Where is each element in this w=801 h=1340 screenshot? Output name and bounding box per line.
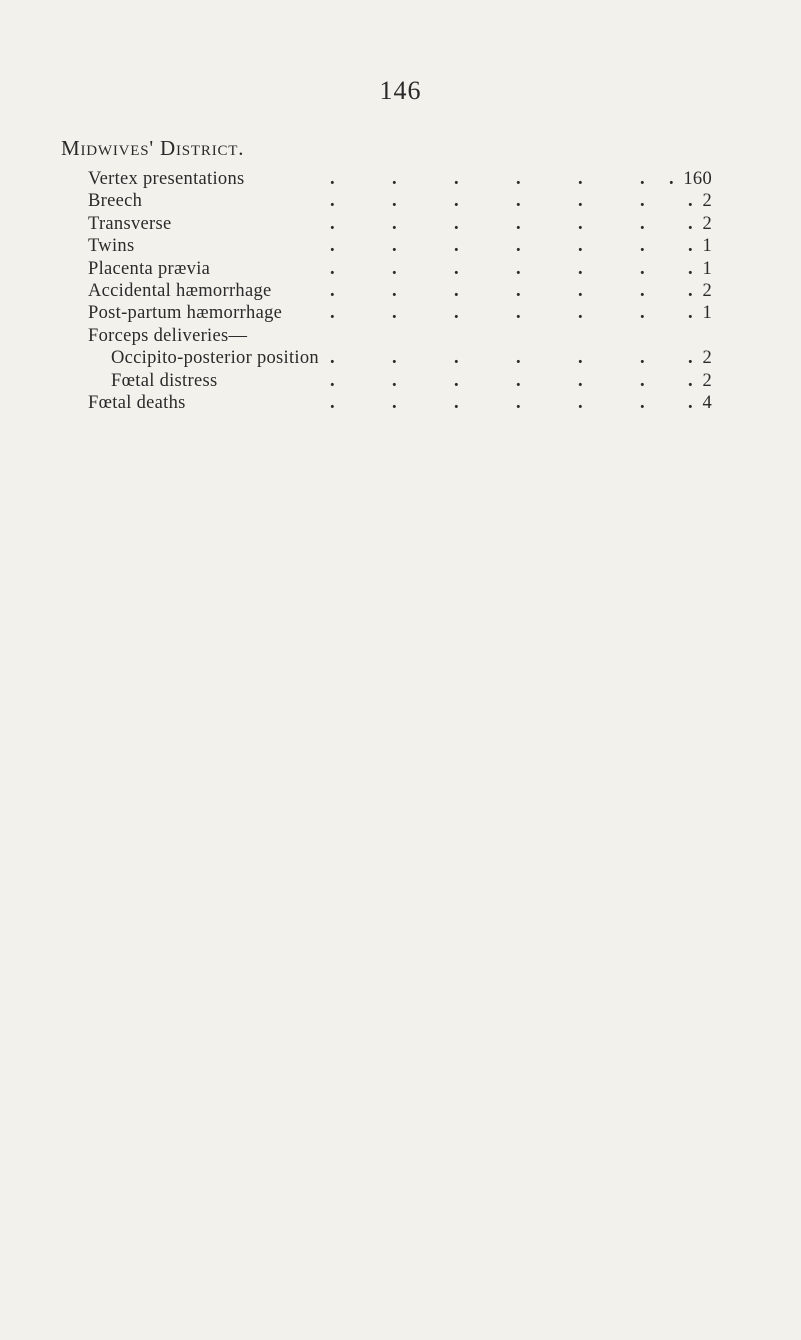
leader-dot: . bbox=[688, 392, 693, 413]
leader-dot: . bbox=[578, 213, 583, 234]
leader-dot: . bbox=[392, 280, 397, 301]
leader-dot: . bbox=[640, 392, 645, 413]
leader-dot: . bbox=[640, 213, 645, 234]
leader-dot: . bbox=[454, 191, 459, 212]
page-number: 146 bbox=[379, 76, 422, 105]
section-title: Midwives' District. bbox=[61, 136, 245, 160]
table-row bbox=[88, 347, 712, 369]
leader-dot: . bbox=[392, 303, 397, 324]
dot-leaders bbox=[88, 392, 712, 414]
leader-dot: . bbox=[640, 236, 645, 257]
leader-dot: . bbox=[392, 236, 397, 257]
table-row bbox=[88, 392, 712, 414]
leader-dot: . bbox=[640, 169, 645, 189]
row-label: Placenta prævia bbox=[88, 258, 211, 279]
table-row bbox=[88, 190, 712, 212]
leader-dot: . bbox=[516, 392, 521, 413]
leader-dot: . bbox=[454, 392, 459, 413]
leader-dot: . bbox=[516, 348, 521, 369]
leader-dot: . bbox=[578, 169, 583, 189]
leader-dot: . bbox=[516, 370, 521, 391]
leader-dot: . bbox=[578, 370, 583, 391]
statistics-table bbox=[88, 168, 712, 414]
leader-dot: . bbox=[454, 303, 459, 324]
leader-dot: . bbox=[640, 303, 645, 324]
leader-dot: . bbox=[688, 213, 693, 234]
dot-leaders bbox=[88, 168, 712, 190]
leader-dot: . bbox=[640, 280, 645, 301]
table-row bbox=[88, 213, 712, 235]
leader-dot: . bbox=[688, 348, 693, 369]
leader-dot: . bbox=[330, 258, 335, 279]
row-value: 2 bbox=[702, 191, 712, 212]
row-label: Post-partum hæmorrhage bbox=[88, 303, 283, 324]
leader-dot: . bbox=[688, 191, 693, 212]
leader-dot: . bbox=[516, 169, 521, 189]
leader-dot: . bbox=[516, 280, 521, 301]
leader-dot: . bbox=[330, 370, 335, 391]
row-label: Accidental hæmorrhage bbox=[88, 280, 272, 301]
row-label: Occipito-posterior position bbox=[111, 348, 319, 369]
table-row bbox=[88, 235, 712, 257]
leader-dot: . bbox=[454, 348, 459, 369]
leader-dot: . bbox=[454, 169, 459, 189]
leader-dot: . bbox=[454, 258, 459, 279]
dot-leaders bbox=[88, 347, 712, 369]
dot-leaders bbox=[88, 235, 712, 257]
leader-dot: . bbox=[578, 303, 583, 324]
dot-leaders bbox=[88, 258, 712, 280]
leader-dot: . bbox=[392, 191, 397, 212]
leader-dot: . bbox=[392, 370, 397, 391]
leader-dot: . bbox=[578, 191, 583, 212]
leader-dot: . bbox=[330, 303, 335, 324]
row-value: 2 bbox=[702, 348, 712, 369]
row-value: 1 bbox=[702, 236, 712, 257]
leader-dot: . bbox=[688, 236, 693, 257]
leader-dot: . bbox=[454, 280, 459, 301]
dot-leaders bbox=[88, 302, 712, 324]
leader-dot: . bbox=[688, 258, 693, 279]
table-row bbox=[88, 168, 712, 190]
leader-dot: . bbox=[516, 213, 521, 234]
table-row bbox=[88, 280, 712, 302]
row-value: 4 bbox=[702, 392, 712, 413]
row-label: Twins bbox=[88, 236, 135, 257]
leader-dot: . bbox=[330, 348, 335, 369]
row-value: 2 bbox=[702, 370, 712, 391]
dot-leaders bbox=[88, 190, 712, 212]
row-value: 1 bbox=[702, 258, 712, 279]
leader-dot: . bbox=[330, 280, 335, 301]
row-value: 1 bbox=[702, 303, 712, 324]
leader-dot: . bbox=[392, 392, 397, 413]
leader-dot: . bbox=[640, 258, 645, 279]
leader-dot: . bbox=[454, 236, 459, 257]
leader-dot: . bbox=[578, 258, 583, 279]
leader-dot: . bbox=[516, 236, 521, 257]
leader-dot: . bbox=[640, 370, 645, 391]
row-value: 160 bbox=[683, 169, 712, 189]
leader-dot: . bbox=[578, 280, 583, 301]
row-value: 2 bbox=[702, 213, 712, 234]
leader-dot: . bbox=[392, 258, 397, 279]
leader-dot: . bbox=[688, 370, 693, 391]
table-row bbox=[88, 258, 712, 280]
leader-dot: . bbox=[454, 370, 459, 391]
table-row bbox=[88, 302, 712, 324]
leader-dot: . bbox=[516, 303, 521, 324]
dot-leaders bbox=[88, 280, 712, 302]
dot-leaders bbox=[88, 370, 712, 392]
leader-dot: . bbox=[330, 236, 335, 257]
leader-dot: . bbox=[640, 348, 645, 369]
leader-dot: . bbox=[578, 392, 583, 413]
row-label: Transverse bbox=[88, 213, 172, 234]
leader-dot: . bbox=[392, 348, 397, 369]
row-label: Forceps deliveries— bbox=[88, 325, 248, 346]
leader-dot: . bbox=[688, 280, 693, 301]
dot-leaders bbox=[88, 213, 712, 235]
row-label: Vertex presentations bbox=[88, 169, 245, 189]
table-row bbox=[88, 325, 712, 347]
leader-dot: . bbox=[330, 191, 335, 212]
leader-dot: . bbox=[669, 169, 674, 189]
leader-dot: . bbox=[516, 191, 521, 212]
leader-dot: . bbox=[578, 348, 583, 369]
row-value: 2 bbox=[702, 280, 712, 301]
leader-dot: . bbox=[392, 213, 397, 234]
leader-dot: . bbox=[640, 191, 645, 212]
leader-dot: . bbox=[392, 169, 397, 189]
leader-dot: . bbox=[516, 258, 521, 279]
row-label: Fœtal distress bbox=[111, 370, 218, 391]
leader-dot: . bbox=[330, 392, 335, 413]
leader-dot: . bbox=[330, 213, 335, 234]
row-label: Fœtal deaths bbox=[88, 392, 186, 413]
leader-dot: . bbox=[330, 169, 335, 189]
table-row bbox=[88, 370, 712, 392]
leader-dot: . bbox=[688, 303, 693, 324]
leader-dot: . bbox=[578, 236, 583, 257]
row-label: Breech bbox=[88, 191, 143, 212]
leader-dot: . bbox=[454, 213, 459, 234]
